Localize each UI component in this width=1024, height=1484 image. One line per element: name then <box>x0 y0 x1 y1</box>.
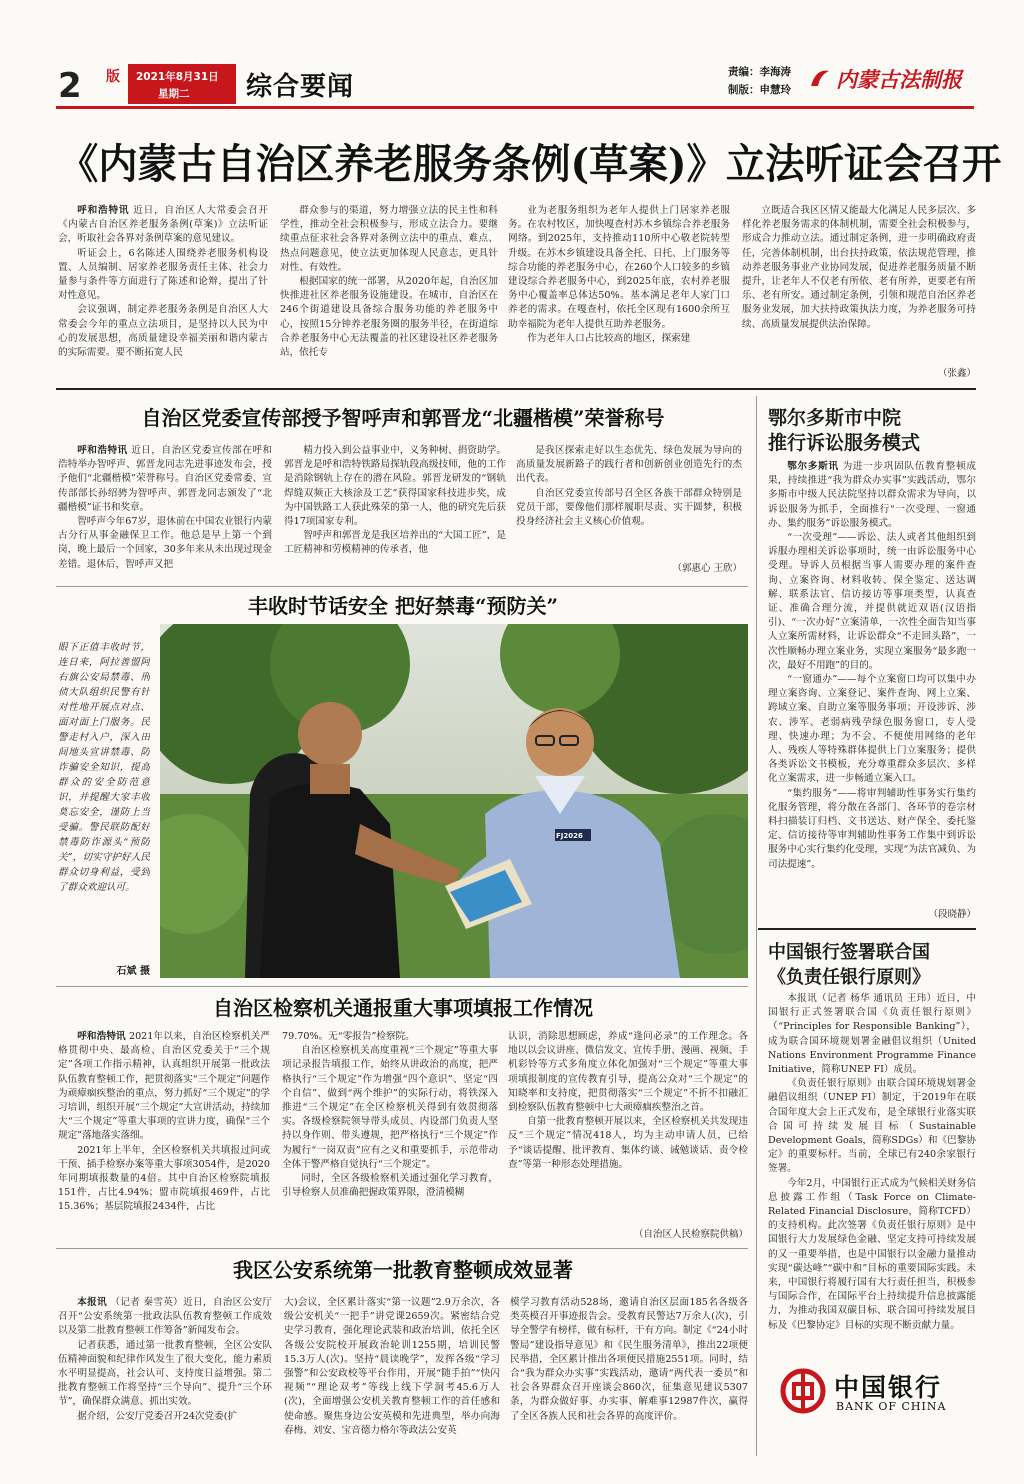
main-col-2 <box>280 204 498 382</box>
ordos-p4: “集约服务”——将审判辅助性事务实行集约化服务管理，将分散在各部门、各环节的卷宗材料扫描装订归档、文书送达、财产保全、委托鉴定、信访接待等审判辅助性事务工作集中到诉讼服务中心实行集约化受理，实现“为法官减负、为司法提速”。 <box>768 787 976 870</box>
boc-logo-icon <box>780 1368 826 1414</box>
masthead-rule <box>56 106 974 109</box>
procuratorate-p2: 2021年上半年，全区检察机关共填报过问或干预、插手检察办案等重大事项3054件，是2020年同期填报数量的4倍。其中自治区检察院填报151件，占比4.94%；盟市院填报469件，占比15.36%；基层院填报2434件，占比 <box>58 1144 270 1213</box>
police-p1: （记者 秦雪英）近日，自治区公安厅召开“公安系统第一批政法队伍教育整顿工作成效以及第二批教育整顿工作筹备”新闻发布会。 <box>58 1297 272 1337</box>
award-p1: 近日，自治区党委宣传部在呼和浩特举办智呼声、郭晋龙同志先进事迹发布会，授予他们“北疆楷模”荣誉称号。自治区党委常委、宣传部部长孙绍骋为智呼声、郭晋龙同志颁发了“北疆楷模”证书和奖章。 <box>58 445 272 513</box>
ordos-byline: （段晓静） <box>928 909 976 920</box>
main-lead: 呼和浩特讯 <box>77 205 130 216</box>
procuratorate-headline: 自治区检察机关通报重大事项填报工作情况 <box>213 996 593 1020</box>
main-p7: 作为老年人口占比较高的地区，探索建 <box>527 332 691 344</box>
police-col-2 <box>284 1296 500 1460</box>
main-p1: 近日，自治区人大常委会召开《内蒙古自治区养老服务条例(草案)》立法听证会，听取社会各界对条例草案的意见建议。 <box>58 205 268 245</box>
antidrug-caption <box>58 640 150 958</box>
police-p2: 记者获悉，通过第一批教育整顿，全区公安队伍精神面貌和纪律作风发生了很大变化，能力素质水平明显提高，社会认可、支持度日益增强。第二批教育整顿工作将坚持“三个导向”、提升“三个环节”，确保群众满意、抓出实效。 <box>58 1339 272 1408</box>
ordos-p3: “一窗通办”——每个立案窗口均可以集中办理立案咨询、立案登记、案件查询、网上立案、跨域立案、自助立案等服务事项；开设涉诉、涉农、涉军、老弱病残孕绿色服务窗口，专人受理、快速办理；为不会、不便使用网络的老年人、残疾人等特殊群体提供上门立案服务；提供各类诉讼文书模板，充分尊重群众多层次、多样化立案需求，进一步畅通立案入口。 <box>768 674 976 785</box>
main-headline: 《内蒙古自治区养老服务条例(草案)》立法听证会召开 <box>58 140 1002 188</box>
award-p4: 智呼声和郭晋龙是我区培养出的“大国工匠”，是工匠精神和劳模精神的传承者，他 <box>284 530 506 556</box>
editor-credit: 责编：李海涛 <box>728 66 791 78</box>
issue-date: 2021年8月31日 <box>136 71 219 83</box>
main-p4: 群众参与的渠道，努力增强立法的民主性和科学性，推动全社会积极参与，形成立法合力。要继续重点征求社会各界对条例立法中的重点、难点、热点问题意见，使立法更加体现人民意志，更具针对性、有效性。 <box>280 205 498 273</box>
boc-logo-en: BANK OF CHINA <box>836 1400 947 1413</box>
ordos-p1: 为进一步巩固队伍教育整顿成果，持续推进“我为群众办实事”实践活动，鄂尔多斯市中级人民法院坚持以群众需求为导向，以诉讼服务为抓手，全面推行“一次受理、一窗通办、集约服务”诉讼服务模式。 <box>768 461 976 529</box>
paper-name-logo: 内蒙古法制报 <box>836 67 962 92</box>
police-lead: 本报讯 <box>77 1297 107 1308</box>
producer-credit: 制版：申慧玲 <box>728 84 791 96</box>
ordos-headline-line2: 推行诉讼服务模式 <box>768 432 921 454</box>
ordos-divider <box>758 928 976 930</box>
boc-p2: 《负责任银行原则》由联合国环境规划署金融倡议组织（UNEP FI）制定，于2019年在联合国年度大会上正式发布，是全球银行业落实联合国可持续发展目标（Sustainable Development Goals，简称SDGs）和《巴黎协定》的重要标杆。当前，全球已有240余家银行签署。 <box>768 1078 976 1175</box>
award-p6: 自治区党委宣传部号召全区各族干部群众特别是党员干部，要像他们那样履职尽责、实干圆梦，积极投身经济社会主义核心价值观。 <box>516 487 742 528</box>
antidrug-photo <box>160 624 748 978</box>
procuratorate-p5: 同时，全区各级检察机关通过强化学习教育，引导检察人员准确把握政策界限，澄清模糊 <box>282 1173 498 1199</box>
procuratorate-divider <box>56 1248 748 1249</box>
main-byline: （张鑫） <box>937 368 976 379</box>
award-divider <box>56 586 748 587</box>
boc-headline-line1: 中国银行签署联合国 <box>768 942 930 963</box>
procuratorate-p6: 认识，消除思想顾虑，养成“逢问必录”的工作理念。各地以以会议讲座、微信发文、宣传手册、漫画、视频、手机彩铃等方式多角度立体化加强对“三个规定”等重大事项填报制度的宣传教育引导，提高公众对“三个规定”的知晓率和支持度，把贯彻落实“三个规定”不折不扣融汇到检察队伍教育整顿中七大顽瘴痼疾整治之首。 <box>508 1031 748 1114</box>
police-col-1 <box>58 1296 272 1460</box>
award-col-3 <box>516 444 742 562</box>
main-p2: 听证会上，6名陈述人围绕养老服务机构设置、人员编制、居家养老服务责任主体、社会力量参与条件等方面进行了陈述和论辩，提出了针对性意见。 <box>58 247 268 302</box>
procuratorate-byline: （自治区人民检察院供稿） <box>633 1229 748 1240</box>
procuratorate-col-1 <box>58 1030 270 1240</box>
boc-headline-line2: 《负责任银行原则》 <box>768 967 930 988</box>
procuratorate-p3: 79.70%。无“零报告”检察院。 <box>282 1031 415 1042</box>
antidrug-divider <box>56 986 748 987</box>
award-headline: 自治区党委宣传部授予智呼声和郭晋龙“北疆楷模”荣誉称号 <box>141 406 665 430</box>
procuratorate-col-3 <box>508 1030 748 1226</box>
photo-badge-number: FJ2026 <box>556 832 583 840</box>
procuratorate-lead: 呼和浩特讯 <box>77 1031 126 1042</box>
boc-p3: 今年2月，中国银行正式成为气候相关财务信息披露工作组（Task Force on Climate-Related Financial Disclosure，简称TCFD）的支持机构。此次签署《负责任银行原则》是中国银行大力发展绿色金融、坚定支持可持续发展的又一重要举措，也是中国银行以金融力量推动实现“碳达峰”“碳中和”目标的重要国际实践。未来，中国银行将履行国有大行责任担当，积极参与国际合作，在国际平台上持续提升信息披露能力，为推动我国双碳目标、联合国可持续发展目标及《巴黎协定》目标的实现不断贡献力量。 <box>768 1177 976 1331</box>
ordos-headline <box>768 406 978 456</box>
award-p2: 智呼声今年67岁，退休前在中国农业银行内蒙古分行从事金融保卫工作。他总是早上第一个到岗，晚上最后一个回家，30多年来从未出现过现金差错。退休后，智呼声又把 <box>58 516 272 570</box>
issue-weekday: 星期二 <box>158 88 190 100</box>
boc-logo-cn: 中国银行 <box>834 1373 943 1402</box>
boc-logo <box>780 1368 976 1424</box>
main-col-1 <box>58 204 268 382</box>
ordos-lead: 鄂尔多斯讯 <box>787 461 839 472</box>
police-p4: 大)会议，全区累计落实“第一议题”2.9万余次，各级公安机关“一把手”讲党课2659次。紧密结合党史学习教育，强化理论武装和政治培训，依托全区各级公安院校开展政治轮训1255期，培训民警15.3万人(次)。坚持“晨读晚学”，发挥各级“学习强警”和公安政校等平台作用，开展“随手拍”“快闪视频”“理论双考”等线上线下学洞考45.6万人(次)，全面增强公安机关教育整顿工作的首任感和使命感。聚焦身边公安英模和先进典型，举办向海春梅、刘安、宝音德力格尔等政法公安英 <box>284 1297 500 1436</box>
right-column-divider <box>756 396 757 1456</box>
masthead <box>0 0 1024 115</box>
antidrug-headline: 丰收时节话安全 把好禁毒“预防关” <box>248 594 558 618</box>
page-number: 2 <box>58 66 82 106</box>
main-p8: 立既适合我区区情又能最大化满足人民多层次、多样化养老服务需求的体制机制，需要全社会积极参与，形成合力推动立法。通过制定条例，进一步明确政府责任，完善体制机制，出台扶持政策，依法规范管理，推动养老服务事业产业协同发展，促进养老服务质量不断提升，让老年人不仅老有所依、老有所养，更要老有所乐、老有所安。通过制定条例，引领和规范自治区养老服务业发展，加大扶持政策执法力度，为养老服务可持续、高质量发展提供法治保障。 <box>742 205 976 330</box>
antidrug-caption-text: 眼下正值丰收时节，连日来，阿拉善盟阿右旗公安局禁毒、刑侦大队组织民警有针对性地开展点对点、面对面上门服务。民警走村入户，深入田间地头宣讲禁毒、防诈骗安全知识，提高群众的安全防范意识，并提醒大家丰收莫忘安全，谨防上当受骗。警民联防配好禁毒防诈源头“预防关”，切实守护好人民群众切身利益，受到了群众欢迎认可。 <box>58 642 150 893</box>
procuratorate-col-2 <box>282 1030 498 1240</box>
award-col-2 <box>284 444 506 582</box>
award-lead: 呼和浩特讯 <box>77 445 128 456</box>
section-title: 综合要闻 <box>246 72 355 102</box>
boc-body <box>768 992 976 1350</box>
ordos-headline-line1: 鄂尔多斯市中院 <box>768 407 902 429</box>
award-byline: （郭惠心 王欣） <box>672 563 742 574</box>
procuratorate-p1: 2021年以来，自治区检察机关严格贯彻中央、最高检、自治区党委关于“三个规定”各项工作指示精神，认真组织开展第一批政法队伍教育整顿工作，把贯彻落实“三个规定”问题作为顽瘴痼疾整治的重点，努力抓好“三个规定”的学习培训，组织开展“三个规定”大宣讲活动，持续加大“三个规定”等重大事项的宣讲力度，确保“三个规定”落地落实落细。 <box>58 1031 270 1142</box>
photographer-credit: 石斌 摄 <box>116 966 150 977</box>
page-char: 版 <box>106 69 120 85</box>
ordos-p2: “一次受理”——诉讼、法人或者其他组织到诉服办理相关诉讼事项时，统一由诉讼服务中心受理。导诉人员根据当事人需要办理的案件查询、立案咨询、材料收转、保全鉴定、送达调解、联系法官、信访接访等事项类型，认真查证、准确合理分流，并提供就近双语(汉语指引)、“一次办好”立案清单，一次性全面告知当事人立案所需材料，让诉讼群众“不走回头路”，一次性顺畅办理立案业务，实现立案服务“最多跑一次，最好不用跑”的目的。 <box>768 532 976 671</box>
award-p3: 精力投入到公益事业中，义务种树、捐资助学。郭晋龙是呼和浩特铁路局探轨段高级技师，他的工作是消除钢轨上存在的潜在风险。郭晋龙研发的“钢轨焊缝双频正大核涂及工艺”获得国家科技进步奖，成为中国铁路工人获此殊荣的第一人，他的研究先后获得17项国家专利。 <box>284 445 506 528</box>
main-divider <box>56 388 976 390</box>
ordos-body <box>768 460 976 906</box>
procuratorate-p7: 自第一批教育整顿开展以来，全区检察机关共发现违反“三个规定”情况418人，均为主动申请人员，已给予“谈话提醒、批评教育、集体约谈、诫勉谈话、责令检查”等第一种形态处理措施。 <box>508 1116 748 1170</box>
paper-logo-icon <box>808 66 832 90</box>
boc-headline <box>768 940 978 990</box>
main-col-4 <box>742 204 976 370</box>
main-p3: 会议强调，制定养老服务条例是自治区人大常委会今年的重点立法项目，是坚持以人民为中心的发展思想，高质量建设幸福美丽和谐内蒙古的实际需要。要不断拓宽人民 <box>58 304 268 359</box>
police-p5: 模学习教育活动528场，邀请自治区层面185名各级各类英模召开事迹报告会。受教育民警达7万余人(次)，引导全警学有榜样，做有标杆，干有方向。制定《“24小时警局”建设指导意见》和《民生服务清单》，推出22项便民举措，全区累计推出各项便民措施2551项。同时，结合“我为群众办实事”实践活动，邀请“两代表一委员”和社会各界群众召开座谈会860次，征集意见建议5307条，为群众做好事、办实事、解难事12987件次，赢得了全区各族人民和社会各界的高度评价。 <box>510 1297 748 1422</box>
main-p5: 根据国家的统一部署，从2020年起，自治区加快推进社区养老服务设施建设。在城市，自治区在246个街道建设具备综合服务功能的养老服务中心，按照15分钟养老服务圈的服务半径，在街道综合养老服务中心无法覆盖的社区建设社区养老服务站，依托专 <box>280 276 498 359</box>
procuratorate-p4: 自治区检察机关高度重视“三个规定”等重大事项记录报告填报工作，始终从讲政治的高度，把严格执行“三个规定”作为增强“四个意识”、坚定“四个自信”、做到“两个维护”的实际行动，将铁深入推进“三个规定”在全区检察机关得到有效贯彻落实。各级检察院领导带头成员、内设部门负责人坚持以身作则、带头遵规，把严格执行“三个规定”作为履行“一岗双责”应有之义和重要抓手，示范带动全体干警严格自觉执行“三个规定”。 <box>282 1045 498 1170</box>
police-p3: 据介绍，公安厅党委召开24次党委(扩 <box>77 1410 238 1422</box>
main-col-3 <box>508 204 730 382</box>
police-headline: 我区公安系统第一批教育整顿成效显著 <box>233 1258 573 1282</box>
police-col-3 <box>510 1296 748 1460</box>
main-p6: 业为老服务组织为老年人提供上门居家养老服务。在农村牧区，加快嘎查村苏木乡镇综合养老服务网络。到2025年，支持推动110所中心敬老院转型升级。在苏木乡镇建设具备全托、日托、上门服务等综合功能的养老服务中心，在260个人口较多的乡镇建设综合养老服务中心，到2025年底，农村养老服务中心覆盖率总体达50%。基本满足老年人家门口养老的需求。在嘎查村，依托全区现有1600余所互助幸福院为老年人提供互助养老服务。 <box>508 205 730 330</box>
award-col-1 <box>58 444 272 582</box>
boc-p1: 本报讯（记者 杨华 通讯员 王玮）近日，中国银行正式签署联合国《负责任银行原则》（“Principles for Responsible Banking”），成为联合国环境规划署金融倡议组织（United Nations Environment Programme Finance Initiative，简称UNEP FI）成员。 <box>768 993 976 1076</box>
award-p5: 是我区探索走好以生态优先、绿色发展为导向的高质量发展新路子的践行者和创新创业创造先行的杰出代表。 <box>516 445 742 485</box>
